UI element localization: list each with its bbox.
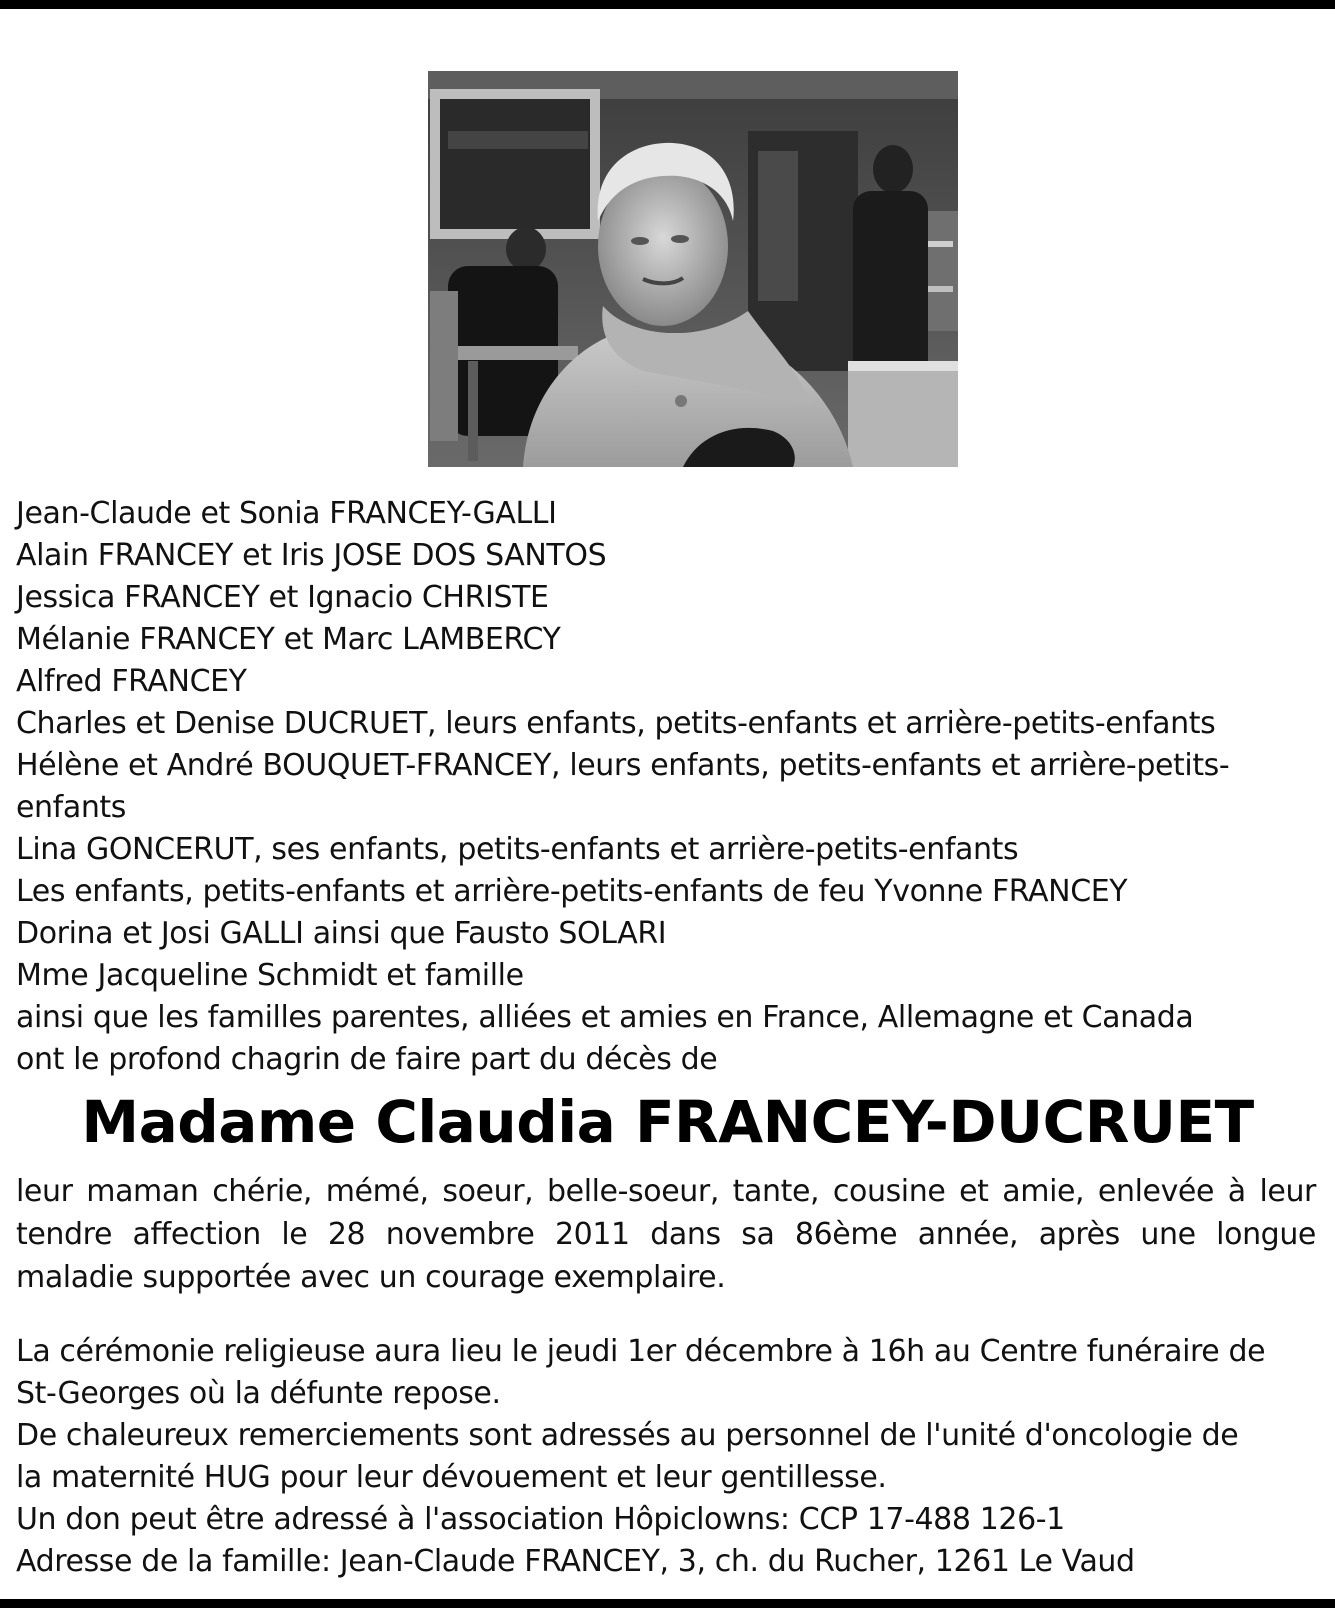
family-line: Hélène et André BOUQUET-FRANCEY, leurs enfants, petits-enfants et arrière-petits- [16,748,1230,783]
family-line: Jean-Claude et Sonia FRANCEY-GALLI [16,496,557,531]
family-line: Dorina et Josi GALLI ainsi que Fausto SOLARI [16,916,667,951]
details-line: la maternité HUG pour leur dévouement et leur gentillesse. [16,1460,887,1495]
family-line: Mme Jacqueline Schmidt et famille [16,958,524,993]
family-line: Jessica FRANCEY et Ignacio CHRISTE [16,580,549,615]
tribute-paragraph [16,1170,1316,1299]
details-line: De chaleureux remerciements sont adressés au personnel de l'unité d'oncologie de [16,1418,1239,1453]
family-line: Mélanie FRANCEY et Marc LAMBERCY [16,622,561,657]
ceremony-details [16,1331,1316,1583]
details-line: Adresse de la famille: Jean-Claude FRANCEY, 3, ch. du Rucher, 1261 Le Vaud [16,1544,1135,1579]
family-line: ainsi que les familles parentes, alliées et amies en France, Allemagne et Canada [16,1000,1194,1035]
portrait-photo [428,71,958,467]
tribute-line: maladie supportée avec un courage exemplaire. [16,1260,726,1295]
tribute-line: tendre affection le 28 novembre 2011 dans sa 86ème année, après une longue [16,1217,1316,1252]
top-rule [0,0,1335,9]
family-line: Charles et Denise DUCRUET, leurs enfants, petits-enfants et arrière-petits-enfants [16,706,1216,741]
family-line: Alfred FRANCEY [16,664,247,699]
family-line: Lina GONCERUT, ses enfants, petits-enfants et arrière-petits-enfants [16,832,1019,867]
family-line: Les enfants, petits-enfants et arrière-petits-enfants de feu Yvonne FRANCEY [16,874,1128,909]
family-line: enfants [16,790,127,825]
bottom-rule [0,1599,1335,1608]
family-line: ont le profond chagrin de faire part du décès de [16,1042,718,1077]
family-line: Alain FRANCEY et Iris JOSE DOS SANTOS [16,538,607,573]
details-line: La cérémonie religieuse aura lieu le jeudi 1er décembre à 16h au Centre funéraire de [16,1334,1266,1369]
deceased-name: Madame Claudia FRANCEY-DUCRUET [81,1088,1254,1156]
family-list [16,493,1316,1081]
details-line: St-Georges où la défunte repose. [16,1376,501,1411]
details-line: Un don peut être adressé à l'association Hôpiclowns: CCP 17-488 126-1 [16,1502,1065,1537]
tribute-line: leur maman chérie, mémé, soeur, belle-soeur, tante, cousine et amie, enlevée à leur [16,1174,1316,1209]
